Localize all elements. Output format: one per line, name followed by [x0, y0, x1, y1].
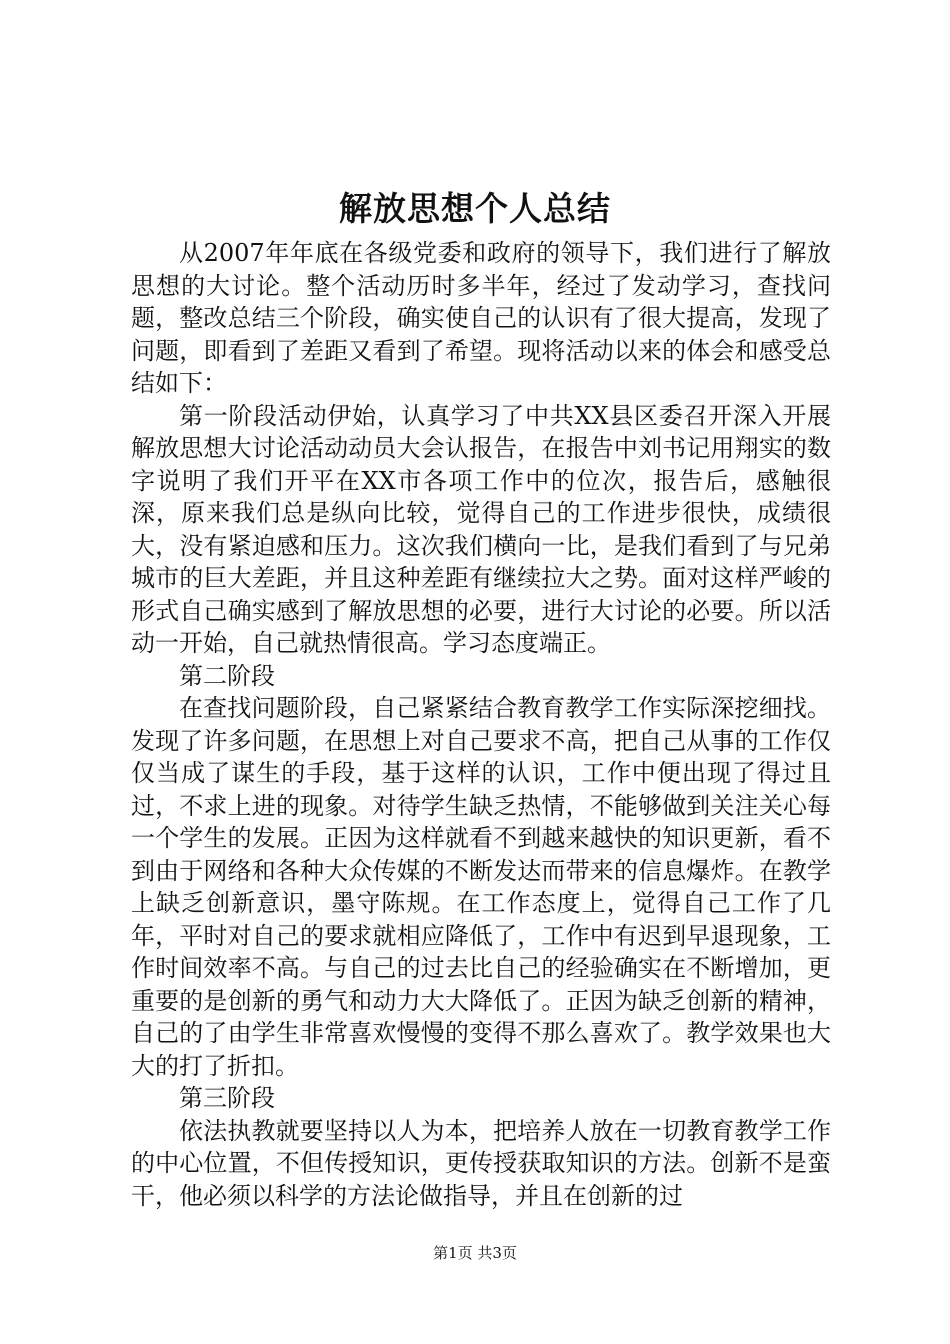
heading-stage-three: 第三阶段 — [179, 1084, 275, 1112]
paragraph-stage-one: 第一阶段活动伊始，认真学习了中共XX县区委召开深入开展解放思想大讨论活动动员大会认报告，在报告中刘书记用翔实的数字说明了我们开平在XX市各项工作中的位次，报告后，感触很深，原来我们总是纵向比较，觉得自己的工作进步很快，成绩很大，没有紧迫感和压力。这次我们横向一比，是我们看到了与兄弟城市的巨大差距，并且这种差距有继续拉大之势。面对这样严峻的形式自己确实感到了解放思想的必要，进行大讨论的必要。所以活动一开始，自己就热情很高。学习态度端正。 — [131, 401, 831, 657]
page-footer: 第1页 共3页 — [433, 1244, 517, 1262]
paragraph-stage-two: 在查找问题阶段，自己紧紧结合教育教学工作实际深挖细找。发现了许多问题，在思想上对自己要求不高，把自己从事的工作仅仅当成了谋生的手段，基于这样的认识，工作中便出现了得过且过，不求上进的现象。对待学生缺乏热情，不能够做到关注关心每一个学生的发展。正因为这样就看不到越来越快的知识更新，看不到由于网络和各种大众传媒的不断发达而带来的信息爆炸。在教学上缺乏创新意识，墨守陈规。在工作态度上，觉得自己工作了几年，平时对自己的要求就相应降低了，工作中有迟到早退现象，工作时间效率不高。与自己的过去比自己的经验确实在不断增加，更重要的是创新的勇气和动力大大降低了。正因为缺乏创新的精神，自己的了由学生非常喜欢慢慢的变得不那么喜欢了。教学效果也大大的打了折扣。 — [131, 694, 831, 1080]
paragraph-intro: 从2007年年底在各级党委和政府的领导下，我们进行了解放思想的大讨论。整个活动历时多半年，经过了发动学习，查找问题，整改总结三个阶段，确实使自己的认识有了很大提高，发现了问题，即看到了差距又看到了希望。现将活动以来的体会和感受总结如下： — [131, 239, 831, 397]
paragraph-stage-three: 依法执教就要坚持以人为本，把培养人放在一切教育教学工作的中心位置，不但传授知识，更传授获取知识的方法。创新不是蛮干，他必须以科学的方法论做指导，并且在创新的过 — [131, 1116, 831, 1210]
document-body — [131, 237, 831, 1212]
heading-stage-two: 第二阶段 — [179, 661, 275, 690]
document-title: 解放思想个人总结 — [339, 189, 611, 228]
